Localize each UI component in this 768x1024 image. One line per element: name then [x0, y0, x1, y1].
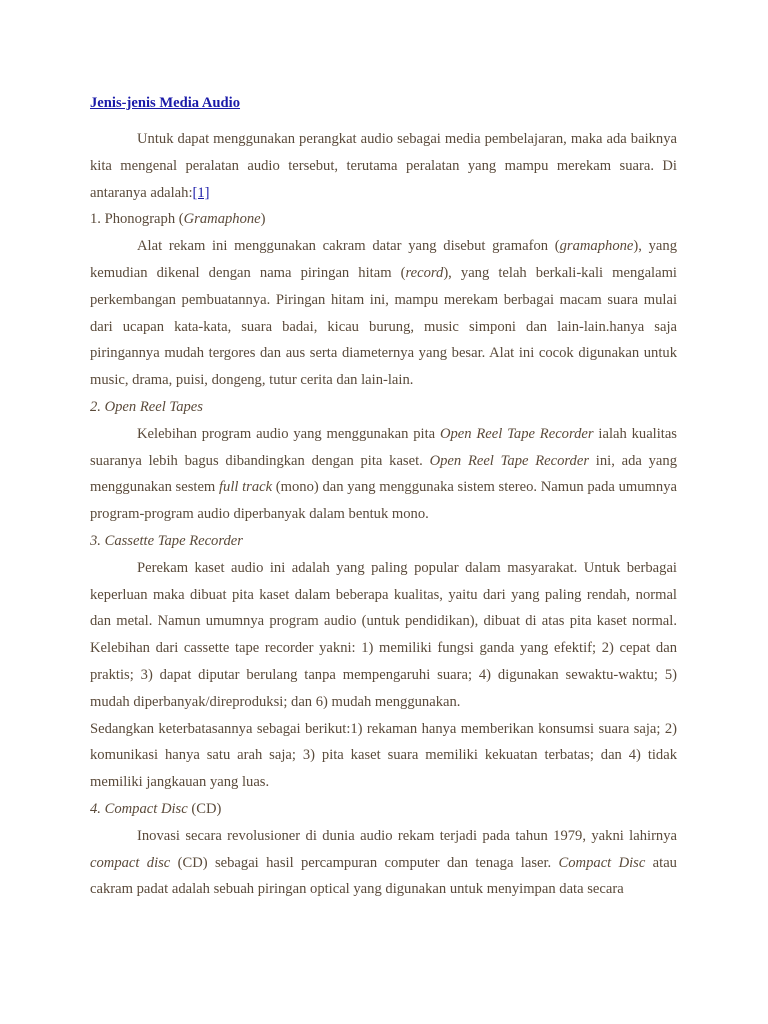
paragraph-cassette-limitations: Sedangkan keterbatasannya sebagai berikut:1) rekaman hanya memberikan konsumsi suara saja; 2) komunikasi hanya satu arah saja; 3) pita kaset suara memiliki kekuatan terbatas; dan 4) tidak memiliki jangkauan yang luas. — [90, 720, 677, 791]
paragraph-cd — [90, 823, 677, 903]
heading-phonograph-italic: Gramaphone — [183, 211, 261, 228]
heading-cassette: 3. Cassette Tape Recorder — [90, 532, 243, 549]
phonograph-italic-1: gramaphone — [559, 238, 634, 255]
phonograph-text-2: ), yang kemudian dikenal dengan nama piringan hitam ( — [90, 238, 677, 281]
open-reel-text-1: Kelebihan program audio yang menggunakan pita — [137, 425, 440, 442]
open-reel-italic-3: full track — [218, 479, 273, 496]
open-reel-text-4: (mono) dan yang menggunaka sistem stereo. Namun pada umumnya program-program audio diperbanyak dalam bentuk mono. — [90, 479, 677, 523]
cd-text-1: Inovasi secara revolusioner di dunia audio rekam terjadi pada tahun 1979, yakni lahirnya — [137, 827, 677, 844]
cd-text-2: (CD) sebagai hasil percampuran computer dan tenaga laser. — [170, 854, 559, 871]
phonograph-text-3: ), yang telah berkali-kali mengalami perkembangan pembuatannya. Piringan hitam ini, mampu merekam berbagai macam suara mulai dari ucapan kata-kata, suara badai, kicau burung, music simponi dan lain-lain.hanya saja piringannya mudah tergores dan aus serta diameternya yang besar. Alat ini cocok digunakan untuk music, drama, puisi, dongeng, tutur cerita dan lain-lain. — [90, 264, 677, 389]
phonograph-text-1: Alat rekam ini menggunakan cakram datar yang disebut gramafon ( — [137, 238, 560, 255]
heading-open-reel: 2. Open Reel Tapes — [90, 398, 203, 415]
heading-phonograph-suffix: ) — [260, 211, 266, 228]
paragraph-phonograph — [90, 233, 677, 394]
heading-cd-italic: 4. Compact Disc — [90, 800, 188, 817]
footnote-link[interactable]: [1] — [192, 184, 210, 201]
heading-cd-suffix: (CD) — [187, 800, 222, 817]
paragraph-open-reel — [90, 421, 677, 528]
heading-phonograph — [90, 206, 677, 233]
open-reel-text-2: ialah kualitas suaranya lebih bagus dibandingkan dengan pita kaset. — [90, 425, 677, 469]
open-reel-italic-1: Open Reel Tape Recorder — [439, 425, 594, 442]
open-reel-italic-2: Open Reel Tape Recorder — [429, 452, 590, 469]
heading-phonograph-prefix: 1. Phonograph ( — [90, 211, 184, 228]
heading-cd — [90, 796, 677, 823]
document-title[interactable]: Jenis-jenis Media Audio — [90, 95, 241, 111]
paragraph-cassette: Perekam kaset audio ini adalah yang paling popular dalam masyarakat. Untuk berbagai keperluan maka dibuat pita kaset dalam beberapa kualitas, yaitu dari yang paling rendah, normal dan metal. Namun umumnya program audio (untuk pendidikan), dibuat di atas pita kaset normal. Kelebihan dari cassette tape recorder yakni: 1) memiliki fungsi ganda yang efektif; 2) cepat dan praktis; 3) dapat diputar berulang tanpa mempengaruhi suara; 4) digunakan sewaktu-waktu; 5) mudah diperbanyak/direproduksi; dan 6) mudah menggunakan. — [90, 559, 677, 710]
cd-italic-2: Compact Disc — [558, 854, 646, 871]
cd-text-3: atau cakram padat adalah sebuah piringan optical yang digunakan untuk menyimpan data secara — [90, 854, 677, 898]
cd-italic-1: compact disc — [90, 854, 171, 871]
intro-text: Untuk dapat menggunakan perangkat audio sebagai media pembelajaran, maka ada baiknya kita mengenal peralatan audio tersebut, terutama peralatan yang mampu merekam suara. Di antaranya adalah: — [90, 131, 677, 201]
intro-paragraph — [90, 126, 677, 206]
phonograph-italic-2: record — [405, 264, 444, 281]
open-reel-text-3: ini, ada yang menggunakan sestem — [90, 452, 677, 496]
